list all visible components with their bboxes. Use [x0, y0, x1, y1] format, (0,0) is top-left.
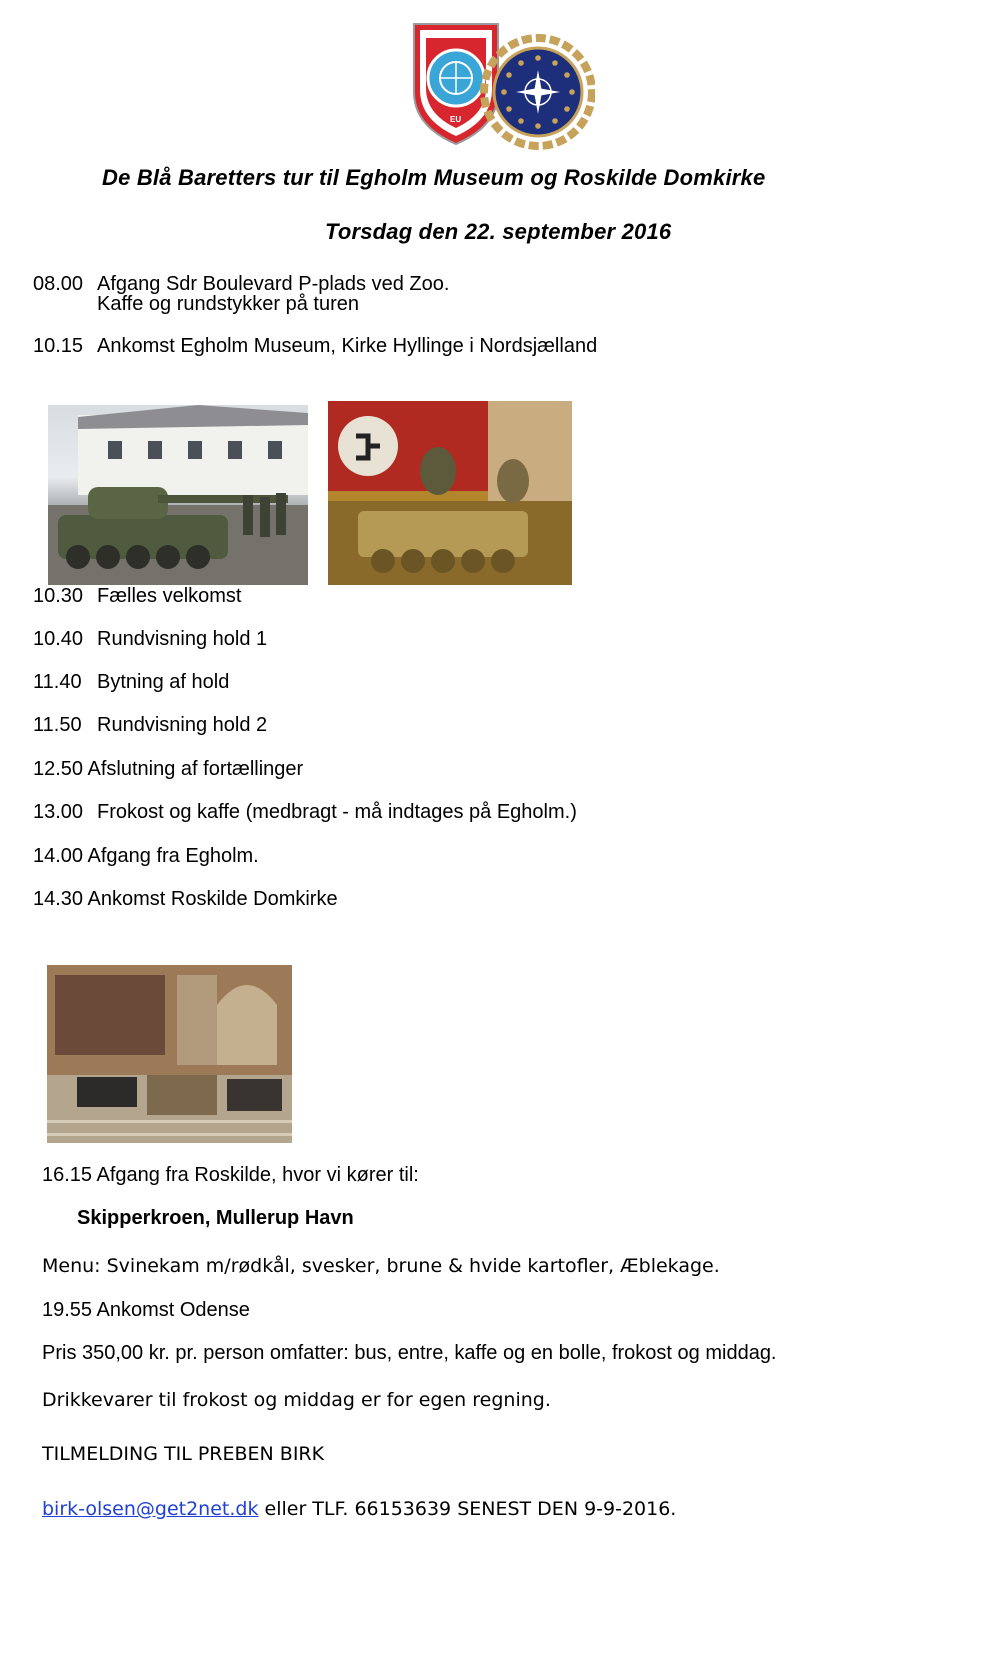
schedule-text: Rundvisning hold 1 [97, 628, 268, 650]
schedule-time: 10.40 [33, 628, 84, 650]
tank-photo [48, 405, 308, 585]
email-link[interactable]: birk-olsen@get2net.dk [42, 1498, 259, 1520]
schedule-text: Rundvisning hold 2 [97, 714, 268, 736]
schedule-time: 10.30 [33, 585, 84, 607]
shield-label-nato: NATO [422, 30, 442, 37]
signup-heading: TILMELDING TIL PREBEN BIRK [42, 1443, 325, 1465]
menu-text: Menu: Svinekam m/rødkål, svesker, brune & hvide kartofler, Æblekage. [42, 1255, 720, 1277]
schedule-text: Ankomst Roskilde Domkirke [87, 888, 338, 910]
schedule-text: Bytning af hold [97, 671, 230, 693]
arrival-line: 19.55 Ankomst Odense [42, 1299, 250, 1321]
event-date: Torsdag den 22. september 2016 [325, 219, 672, 244]
departure-line: 16.15 Afgang fra Roskilde, hvor vi kører til: [42, 1164, 419, 1186]
contact-line [42, 1498, 676, 1520]
schedule-item [33, 585, 241, 608]
price-line: Pris 350,00 kr. pr. person omfatter: bus, entre, kaffe og en bolle, frokost og middag. [42, 1342, 777, 1364]
schedule-text: Afgang Sdr Boulevard P-plads ved Zoo. [97, 273, 450, 295]
page-title: De Blå Baretters tur til Egholm Museum og Roskilde Domkirke [102, 165, 766, 190]
schedule-time: 14.00 [33, 845, 84, 867]
schedule-text: Ankomst Egholm Museum, Kirke Hyllinge i Nordsjælland [97, 335, 598, 357]
contact-details: eller TLF. 66153639 SENEST DEN 9-9-2016. [258, 1498, 677, 1520]
schedule-text: Fælles velkomst [97, 585, 242, 607]
schedule-text: Frokost og kaffe (medbragt - må indtages på Egholm.) [97, 801, 577, 823]
schedule-item [97, 293, 359, 316]
cathedral-photo [47, 965, 292, 1143]
schedule-time: 08.00 [33, 273, 84, 295]
shield-label-eu: EU [450, 115, 462, 124]
schedule-item [33, 714, 267, 737]
schedule-time: 11.50 [33, 714, 82, 736]
schedule-item [33, 671, 229, 694]
schedule-item [33, 335, 597, 358]
schedule-text: Afslutning af fortællinger [87, 758, 304, 780]
diorama-photo [328, 401, 572, 585]
schedule-item [33, 758, 303, 781]
schedule-text: Afgang fra Egholm. [87, 845, 259, 867]
schedule-item [33, 628, 267, 651]
logo [410, 22, 595, 150]
schedule-item [33, 888, 338, 911]
shield-label-osce: OSCE [470, 30, 490, 37]
schedule-item [33, 845, 259, 868]
schedule-text: Kaffe og rundstykker på turen [97, 293, 360, 315]
drinks-note: Drikkevarer til frokost og middag er for egen regning. [42, 1389, 551, 1411]
schedule-time: 14.30 [33, 888, 84, 910]
restaurant-name: Skipperkroen, Mullerup Havn [77, 1207, 354, 1229]
schedule-item [33, 801, 577, 824]
schedule-time: 12.50 [33, 758, 84, 780]
schedule-time: 10.15 [33, 335, 84, 357]
schedule-time: 13.00 [33, 801, 84, 823]
schedule-time: 11.40 [33, 671, 82, 693]
